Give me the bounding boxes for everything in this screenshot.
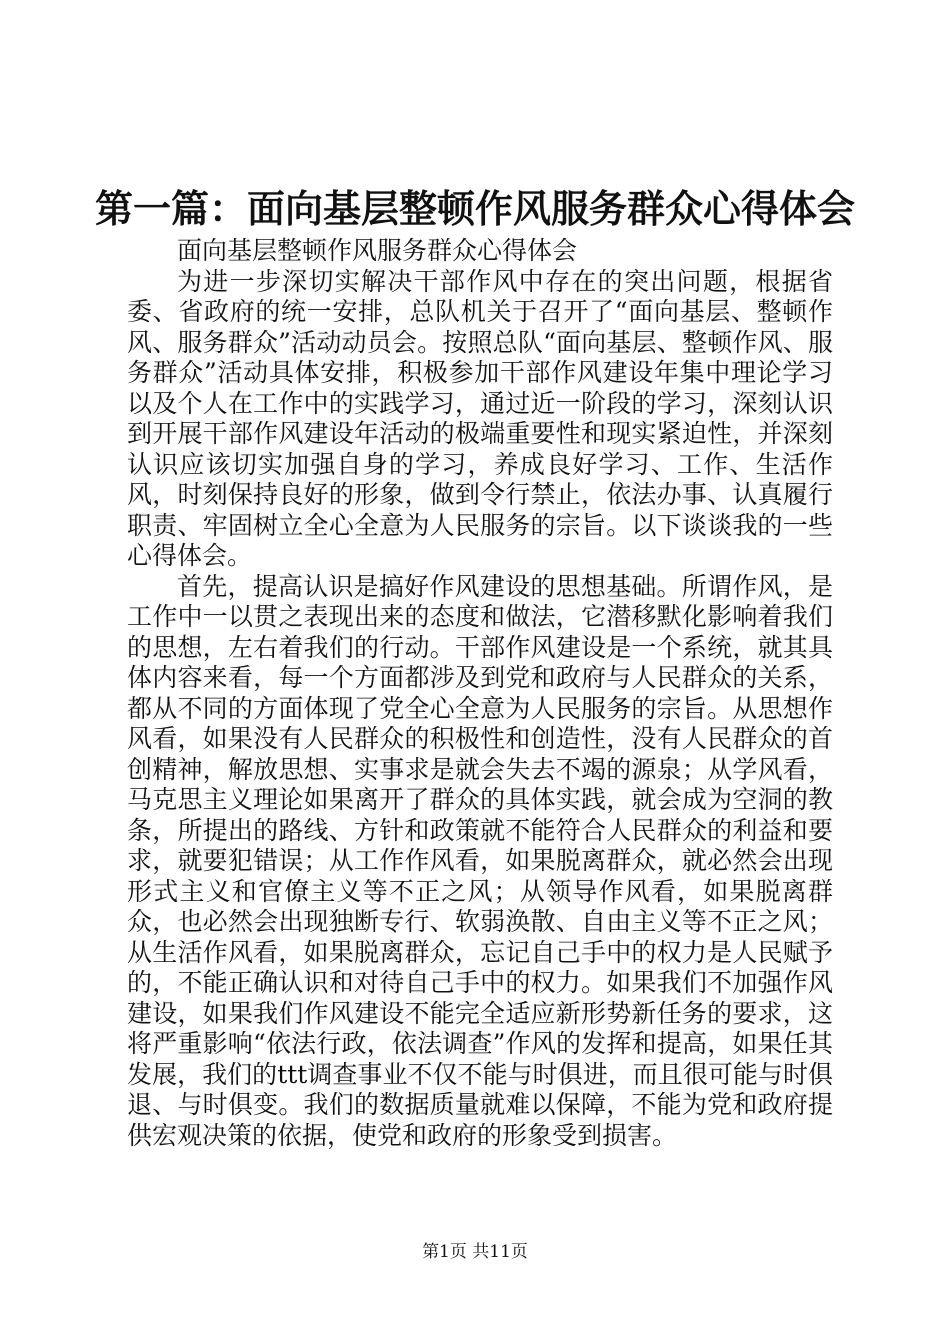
paragraph-first-point: 首先，提高认识是搞好作风建设的思想基础。所谓作风，是工作中一以贯之表现出来的态度和做法，它潜移默化影响着我们的思想，左右着我们的行动。干部作风建设是一个系统，就其具体内容来看，每一个方面都涉及到党和政府与人民群众的关系，都从不同的方面体现了党全心全意为人民服务的宗旨。从思想作风看，如果没有人民群众的积极性和创造性，没有人民群众的首创精神，解放思想、实事求是就会失去不竭的源泉；从学风看，马克思主义理论如果离开了群众的具体实践，就会成为空洞的教条，所提出的路线、方针和政策就不能符合人民群众的利益和要求，就要犯错误；从工作作风看，如果脱离群众，就必然会出现形式主义和官僚主义等不正之风；从领导作风看，如果脱离群众，也必然会出现独断专行、软弱涣散、自由主义等不正之风；从生活作风看，如果脱离群众，忘记自己手中的权力是人民赋予的，不能正确认识和对待自己手中的权力。如果我们不加强作风建设，如果我们作风建设不能完全适应新形势新任务的要求，这将严重影响“依法行政，依法调查”作风的发挥和提高，如果任其发展，我们的ttt调查事业不仅不能与时俱进，而且很可能与时俱退、与时俱变。我们的数据质量就难以保障，不能为党和政府提供宏观决策的依据，使党和政府的形象受到损害。 — [127, 571, 833, 1150]
paragraph-intro: 为进一步深切实解决干部作风中存在的突出问题，根据省委、省政府的统一安排，总队机关于召开了“面向基层、整顿作风、服务群众”活动动员会。按照总队“面向基层、整顿作风、服务群众”活动具体安排，积极参加干部作风建设年集中理论学习以及个人在工作中的实践学习，通过近一阶段的学习，深刻认识到开展干部作风建设年活动的极端重要性和现实紧迫性，并深刻认识应该切实加强自身的学习，养成良好学习、工作、生活作风，时刻保持良好的形象，做到令行禁止，依法办事、认真履行职责、牢固树立全心全意为人民服务的宗旨。以下谈谈我的一些心得体会。 — [127, 266, 833, 570]
page-footer: 第1页 共11页 — [422, 1242, 528, 1262]
document-body — [127, 236, 833, 1151]
document-subtitle: 面向基层整顿作风服务群众心得体会 — [177, 236, 578, 265]
document-title: 第一篇：面向基层整顿作风服务群众心得体会 — [94, 186, 855, 231]
